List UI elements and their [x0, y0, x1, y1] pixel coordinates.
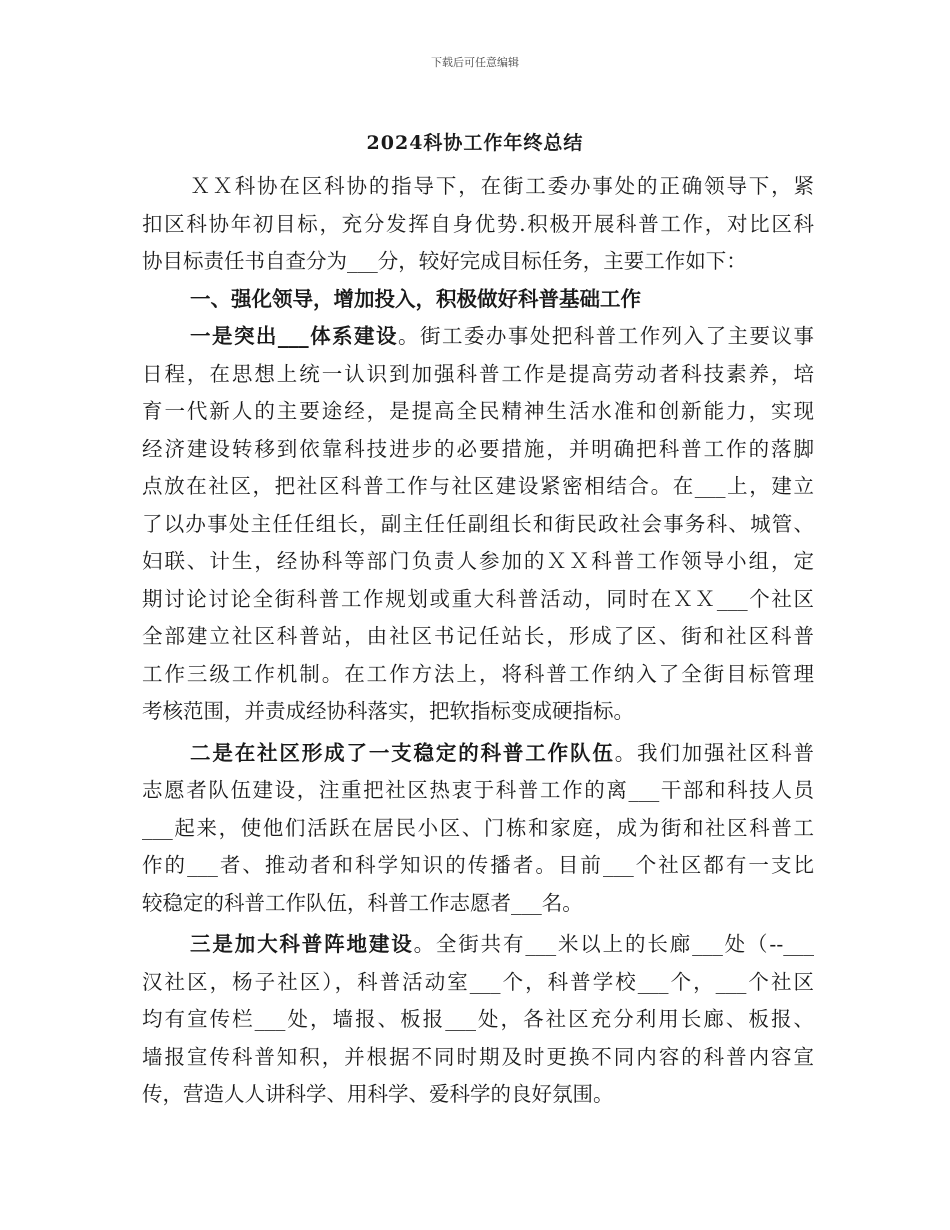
line-text: 考核范围，并责成经协科落实，把软指标变成硬指标。 — [142, 699, 634, 723]
text-line — [142, 206, 814, 244]
text-line — [142, 964, 814, 1002]
text-line — [142, 735, 814, 773]
line-text: 工作三级工作机制。在工作方法上，将科普工作纳入了全街目标管理 — [142, 661, 814, 686]
line-text: 了以办事处主任任组长，副主任任副组长和街民政社会事务科、城管、 — [142, 511, 814, 536]
text-line — [142, 1076, 814, 1114]
line-text: 汉社区，杨子社区），科普活动室___个，科普学校___个，___个社区 — [142, 969, 814, 994]
text-line — [142, 468, 814, 506]
line-text: 期讨论讨论全街科普工作规划或重大科普活动，同时在ＸＸ___个社区 — [142, 586, 814, 611]
bold-lead-text: 一是突出___体系建设 — [190, 324, 398, 348]
text-line — [142, 581, 814, 619]
line-text: 全部建立社区科普站，由社区书记任站长，形成了区、街和社区科普 — [142, 624, 814, 648]
line-text: 作的___者、推动者和科学知识的传播者。目前___个社区都有一支比 — [142, 853, 814, 877]
line-text: 日程，在思想上统一认识到加强科普工作是提高劳动者科技素养，培 — [142, 361, 814, 386]
line-text: 。我们加强社区科普 — [614, 740, 814, 765]
bold-lead-text: 二是在社区形成了一支稳定的科普工作队伍 — [190, 740, 615, 765]
line-text: 较稳定的科普工作队伍，科普工作志愿者___名。 — [142, 890, 583, 915]
line-text: 扣区科协年初目标，充分发挥自身优势.积极开展科普工作，对比区科 — [142, 211, 814, 236]
line-text: 。全街共有___米以上的长廊___处（--___ — [413, 932, 814, 956]
line-text: 妇联、计生，经协科等部门负责人参加的ＸＸ科普工作领导小组，定 — [142, 549, 814, 573]
line-text: 均有宣传栏___处，墙报、板报___处，各社区充分利用长廊、板报、 — [142, 1007, 814, 1031]
text-line — [142, 847, 814, 885]
text-line — [142, 1001, 814, 1039]
line-text: 育一代新人的主要途经，是提高全民精神生活水准和创新能力，实现 — [142, 399, 814, 423]
text-line — [142, 1039, 814, 1077]
text-line — [142, 393, 814, 431]
text-line — [142, 926, 814, 964]
line-text: ＸＸ科协在区科协的指导下，在街工委办事处的正确领导下，紧 — [190, 174, 814, 198]
text-line — [142, 543, 814, 581]
page-header: 下载后可任意编辑 — [431, 56, 519, 69]
line-text: 一、强化领导，增加投入，积极做好科普基础工作 — [190, 286, 641, 311]
document-body — [142, 168, 814, 1114]
text-line — [142, 810, 814, 848]
text-line — [142, 431, 814, 469]
line-text: 墙报宣传科普知积，并根据不同时期及时更换不同内容的科普内容宣 — [142, 1044, 814, 1069]
text-line — [142, 356, 814, 394]
text-line — [142, 693, 814, 731]
text-line — [142, 168, 814, 206]
text-line — [142, 243, 814, 281]
document-title: 2024科协工作年终总结 — [366, 132, 584, 154]
bold-lead-text: 三是加大科普阵地建设 — [190, 932, 414, 956]
line-text: 传，营造人人讲科学、用科学、爱科学的良好氛围。 — [142, 1082, 614, 1106]
text-line — [142, 506, 814, 544]
text-line — [142, 656, 814, 694]
text-line — [142, 772, 814, 810]
text-line — [142, 281, 814, 319]
line-text: 点放在社区，把社区科普工作与社区建设紧密相结合。在___上，建立 — [142, 474, 814, 498]
line-text: 志愿者队伍建设，注重把社区热衷于科普工作的离___干部和科技人员 — [142, 778, 814, 802]
line-text: ___起来，使他们活跃在居民小区、门栋和家庭，成为街和社区科普工 — [142, 815, 814, 840]
line-text: 协目标责任书自查分为___分，较好完成目标任务，主要工作如下： — [142, 249, 747, 273]
line-text: 。街工委办事处把科普工作列入了主要议事 — [398, 324, 814, 348]
text-line — [142, 318, 814, 356]
text-line — [142, 885, 814, 923]
line-text: 经济建设转移到依靠科技进步的必要措施，并明确把科普工作的落脚 — [142, 436, 814, 461]
text-line — [142, 618, 814, 656]
